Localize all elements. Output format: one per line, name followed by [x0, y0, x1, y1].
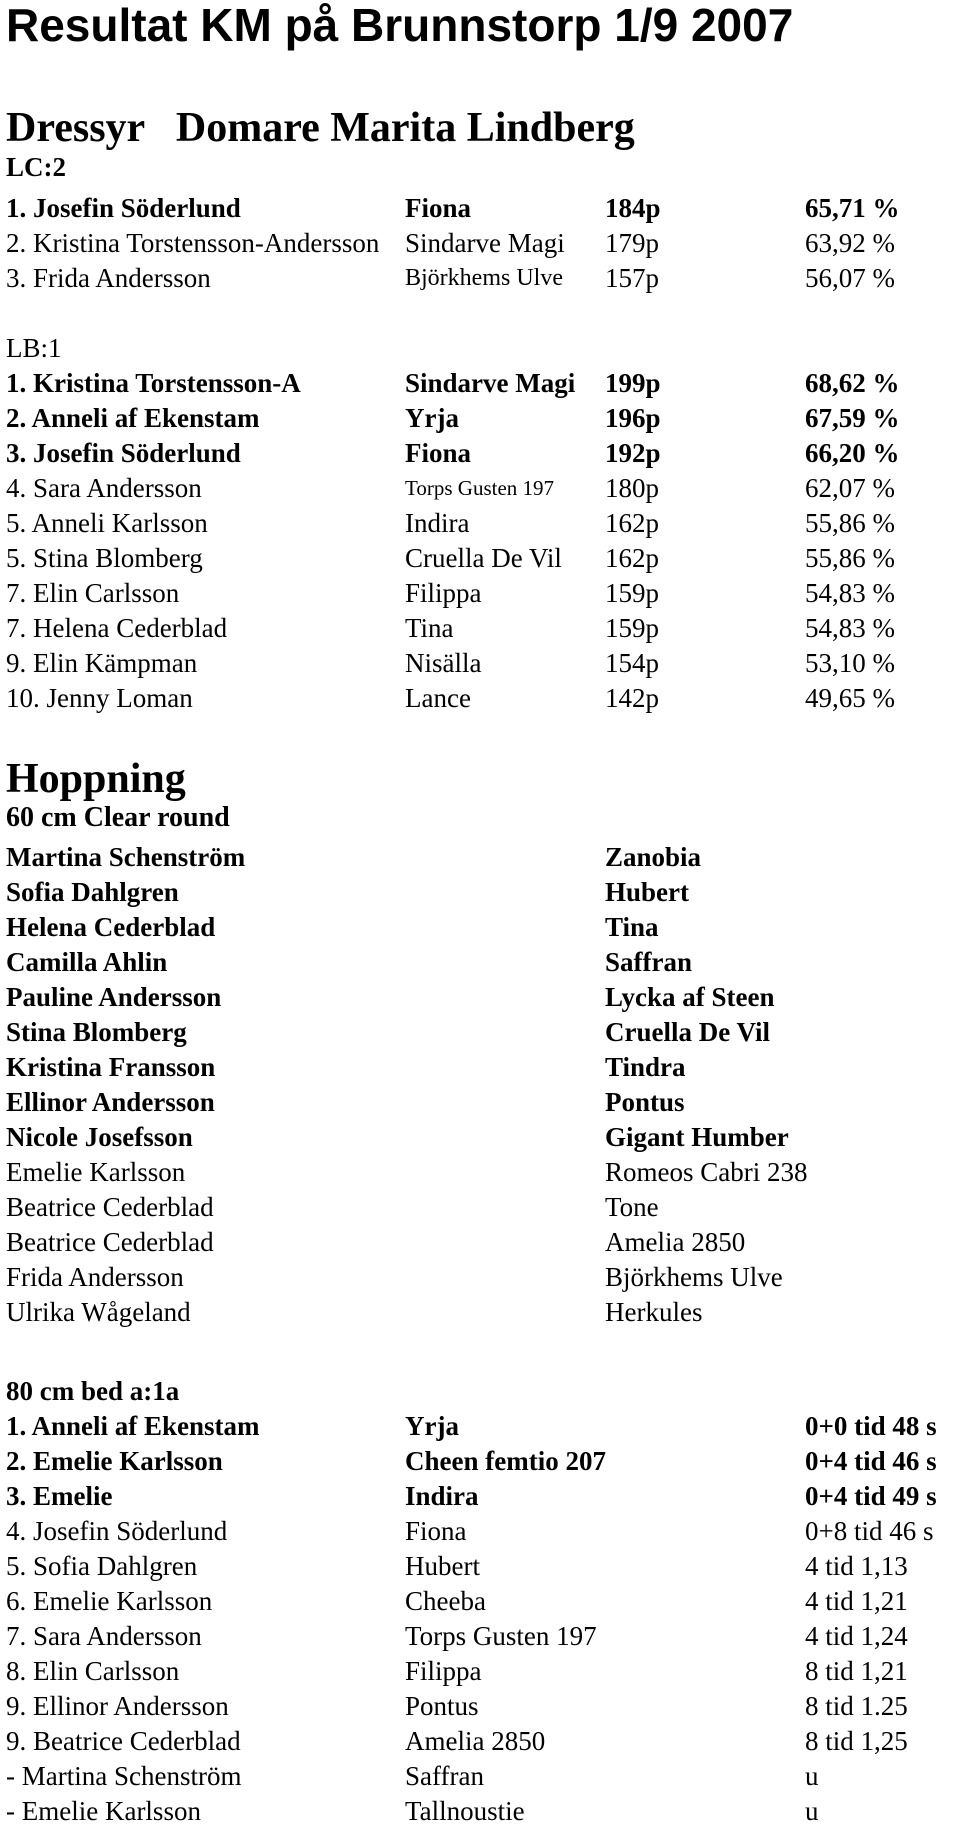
table-row	[0, 1759, 960, 1794]
class-label: LB:1	[6, 333, 62, 363]
result: 0+8 tid 46 s	[805, 1516, 934, 1546]
points: 159p	[605, 613, 659, 643]
percent: 63,92 %	[805, 228, 895, 258]
horse-name: Indira	[405, 508, 470, 538]
page-title: Resultat KM på Brunnstorp 1/9 2007	[6, 0, 794, 51]
rider-name: Stina Blomberg	[6, 1017, 187, 1047]
rider-name: 2. Kristina Torstensson-Andersson	[6, 228, 380, 258]
points: 196p	[605, 403, 661, 433]
horse-name: Yrja	[405, 1411, 459, 1441]
points: 180p	[605, 473, 659, 503]
rider-name: 9. Beatrice Cederblad	[6, 1726, 241, 1756]
horse-name: Fiona	[405, 193, 472, 223]
table-row	[0, 226, 960, 261]
points: 199p	[605, 368, 661, 398]
horse-name: Tina	[405, 613, 454, 643]
rider-name: Sofia Dahlgren	[6, 877, 179, 907]
rider-name: 7. Sara Andersson	[6, 1621, 202, 1651]
result: 4 tid 1,21	[805, 1586, 908, 1616]
horse-name: Tindra	[605, 1052, 686, 1082]
percent: 53,10 %	[805, 648, 895, 678]
percent: 56,07 %	[805, 263, 895, 293]
horse-name: Tallnoustie	[405, 1796, 525, 1826]
class-label: 80 cm bed a:1a	[6, 1376, 180, 1406]
rider-name: 9. Ellinor Andersson	[6, 1691, 229, 1721]
horse-name: Cheeba	[405, 1586, 486, 1616]
horse-name: Lycka af Steen	[605, 982, 775, 1012]
rider-name: - Martina Schenström	[6, 1761, 242, 1791]
rider-name: 10. Jenny Loman	[6, 683, 193, 713]
percent: 67,59 %	[805, 403, 900, 433]
percent: 68,62 %	[805, 368, 900, 398]
horse-name: Indira	[405, 1481, 479, 1511]
result: 0+0 tid 48 s	[805, 1411, 937, 1441]
horse-name: Torps Gusten 197	[405, 476, 555, 500]
result: 0+4 tid 46 s	[805, 1446, 937, 1476]
table-row	[0, 1514, 960, 1549]
horse-name: Filippa	[405, 578, 482, 608]
table-row	[0, 541, 960, 576]
result: 8 tid 1.25	[805, 1691, 908, 1721]
percent: 62,07 %	[805, 473, 895, 503]
table-row	[0, 401, 960, 436]
class-label-lb1	[0, 331, 960, 366]
table-row	[0, 436, 960, 471]
rider-name: Beatrice Cederblad	[6, 1227, 214, 1257]
list-item	[0, 875, 960, 910]
dressage-heading: Dressyr Domare Marita Lindberg	[6, 105, 635, 151]
percent: 66,20 %	[805, 438, 900, 468]
list-item	[0, 1260, 960, 1295]
horse-name: Fiona	[405, 1516, 467, 1546]
list-item	[0, 910, 960, 945]
rider-name: 5. Sofia Dahlgren	[6, 1551, 198, 1581]
result: u	[805, 1796, 819, 1826]
points: 157p	[605, 263, 659, 293]
list-item	[0, 1225, 960, 1260]
table-row	[0, 191, 960, 226]
horse-name: Herkules	[605, 1297, 703, 1327]
points: 162p	[605, 508, 659, 538]
rider-name: - Emelie Karlsson	[6, 1796, 201, 1826]
table-row	[0, 1549, 960, 1584]
table-row	[0, 261, 960, 296]
rider-name: 5. Anneli Karlsson	[6, 508, 208, 538]
horse-name: Sindarve Magi	[405, 228, 565, 258]
rider-name: 1. Kristina Torstensson-A	[6, 368, 301, 398]
rider-name: Martina Schenström	[6, 842, 246, 872]
horse-name: Yrja	[405, 403, 459, 433]
result: 0+4 tid 49 s	[805, 1481, 937, 1511]
horse-name: Cruella De Vil	[605, 1017, 770, 1047]
horse-name: Filippa	[405, 1656, 482, 1686]
percent: 65,71 %	[805, 193, 900, 223]
rider-name: Emelie Karlsson	[6, 1157, 186, 1187]
rider-name: Camilla Ahlin	[6, 947, 168, 977]
list-item	[0, 1015, 960, 1050]
rider-name: Pauline Andersson	[6, 982, 222, 1012]
list-item	[0, 1155, 960, 1190]
table-row	[0, 646, 960, 681]
rider-name: Beatrice Cederblad	[6, 1192, 214, 1222]
points: 192p	[605, 438, 661, 468]
table-row	[0, 1794, 960, 1829]
horse-name: Fiona	[405, 438, 472, 468]
rider-name: 8. Elin Carlsson	[6, 1656, 180, 1686]
points: 184p	[605, 193, 661, 223]
rider-name: 2. Anneli af Ekenstam	[6, 403, 260, 433]
table-row	[0, 681, 960, 716]
rider-name: 6. Emelie Karlsson	[6, 1586, 213, 1616]
rider-name: Frida Andersson	[6, 1262, 184, 1292]
list-item	[0, 945, 960, 980]
result: 8 tid 1,25	[805, 1726, 908, 1756]
table-row	[0, 366, 960, 401]
rider-name: Ulrika Wågeland	[6, 1297, 191, 1327]
class-label-80cm	[0, 1374, 960, 1409]
points: 179p	[605, 228, 659, 258]
list-item	[0, 1050, 960, 1085]
table-row	[0, 1619, 960, 1654]
points: 162p	[605, 543, 659, 573]
class-label-60cm: 60 cm Clear round	[6, 802, 230, 833]
rider-name: Ellinor Andersson	[6, 1087, 215, 1117]
horse-name: Cruella De Vil	[405, 543, 562, 573]
table-row	[0, 1479, 960, 1514]
rider-name: Nicole Josefsson	[6, 1122, 193, 1152]
list-item	[0, 1085, 960, 1120]
table-row	[0, 611, 960, 646]
rider-name: 1. Anneli af Ekenstam	[6, 1411, 260, 1441]
rider-name: 4. Sara Andersson	[6, 473, 202, 503]
class-label-lc2: LC:2	[6, 152, 66, 182]
table-row	[0, 1444, 960, 1479]
rider-name: 7. Helena Cederblad	[6, 613, 228, 643]
list-item	[0, 1295, 960, 1330]
horse-name: Romeos Cabri 238	[605, 1157, 808, 1187]
table-row	[0, 1654, 960, 1689]
horse-name: Hubert	[605, 877, 689, 907]
rider-name: 1. Josefin Söderlund	[6, 193, 241, 223]
table-row	[0, 1409, 960, 1444]
horse-name: Sindarve Magi	[405, 368, 576, 398]
percent: 49,65 %	[805, 683, 895, 713]
horse-name: Björkhems Ulve	[405, 265, 563, 291]
result: u	[805, 1761, 819, 1791]
table-row	[0, 471, 960, 506]
horse-name: Björkhems Ulve	[605, 1262, 783, 1292]
list-item	[0, 1120, 960, 1155]
list-item	[0, 840, 960, 875]
horse-name: Cheen femtio 207	[405, 1446, 606, 1476]
horse-name: Tone	[605, 1192, 659, 1222]
rider-name: 7. Elin Carlsson	[6, 578, 180, 608]
percent: 55,86 %	[805, 543, 895, 573]
horse-name: Saffran	[405, 1761, 484, 1791]
result: 4 tid 1,24	[805, 1621, 908, 1651]
horse-name: Tina	[605, 912, 659, 942]
rider-name: 3. Josefin Söderlund	[6, 438, 241, 468]
horse-name: Torps Gusten 197	[405, 1621, 597, 1651]
rider-name: Kristina Fransson	[6, 1052, 216, 1082]
rider-name: Helena Cederblad	[6, 912, 216, 942]
points: 159p	[605, 578, 659, 608]
rider-name: 9. Elin Kämpman	[6, 648, 198, 678]
horse-name: Gigant Humber	[605, 1122, 789, 1152]
table-row	[0, 1689, 960, 1724]
horse-name: Pontus	[605, 1087, 685, 1117]
horse-name: Saffran	[605, 947, 692, 977]
table-row	[0, 1584, 960, 1619]
list-item	[0, 980, 960, 1015]
horse-name: Amelia 2850	[605, 1227, 746, 1257]
horse-name: Hubert	[405, 1551, 480, 1581]
horse-name: Nisälla	[405, 648, 482, 678]
horse-name: Lance	[405, 683, 471, 713]
rider-name: 3. Frida Andersson	[6, 263, 211, 293]
rider-name: 3. Emelie	[6, 1481, 113, 1511]
horse-name: Zanobia	[605, 842, 702, 872]
horse-name: Amelia 2850	[405, 1726, 546, 1756]
jumping-heading: Hoppning	[6, 756, 186, 802]
result: 8 tid 1,21	[805, 1656, 908, 1686]
rider-name: 5. Stina Blomberg	[6, 543, 203, 573]
percent: 54,83 %	[805, 578, 895, 608]
rider-name: 2. Emelie Karlsson	[6, 1446, 223, 1476]
list-item	[0, 1190, 960, 1225]
rider-name: 4. Josefin Söderlund	[6, 1516, 228, 1546]
result: 4 tid 1,13	[805, 1551, 908, 1581]
points: 154p	[605, 648, 659, 678]
horse-name: Pontus	[405, 1691, 479, 1721]
percent: 54,83 %	[805, 613, 895, 643]
table-row	[0, 576, 960, 611]
points: 142p	[605, 683, 659, 713]
table-row	[0, 1724, 960, 1759]
table-row	[0, 506, 960, 541]
percent: 55,86 %	[805, 508, 895, 538]
